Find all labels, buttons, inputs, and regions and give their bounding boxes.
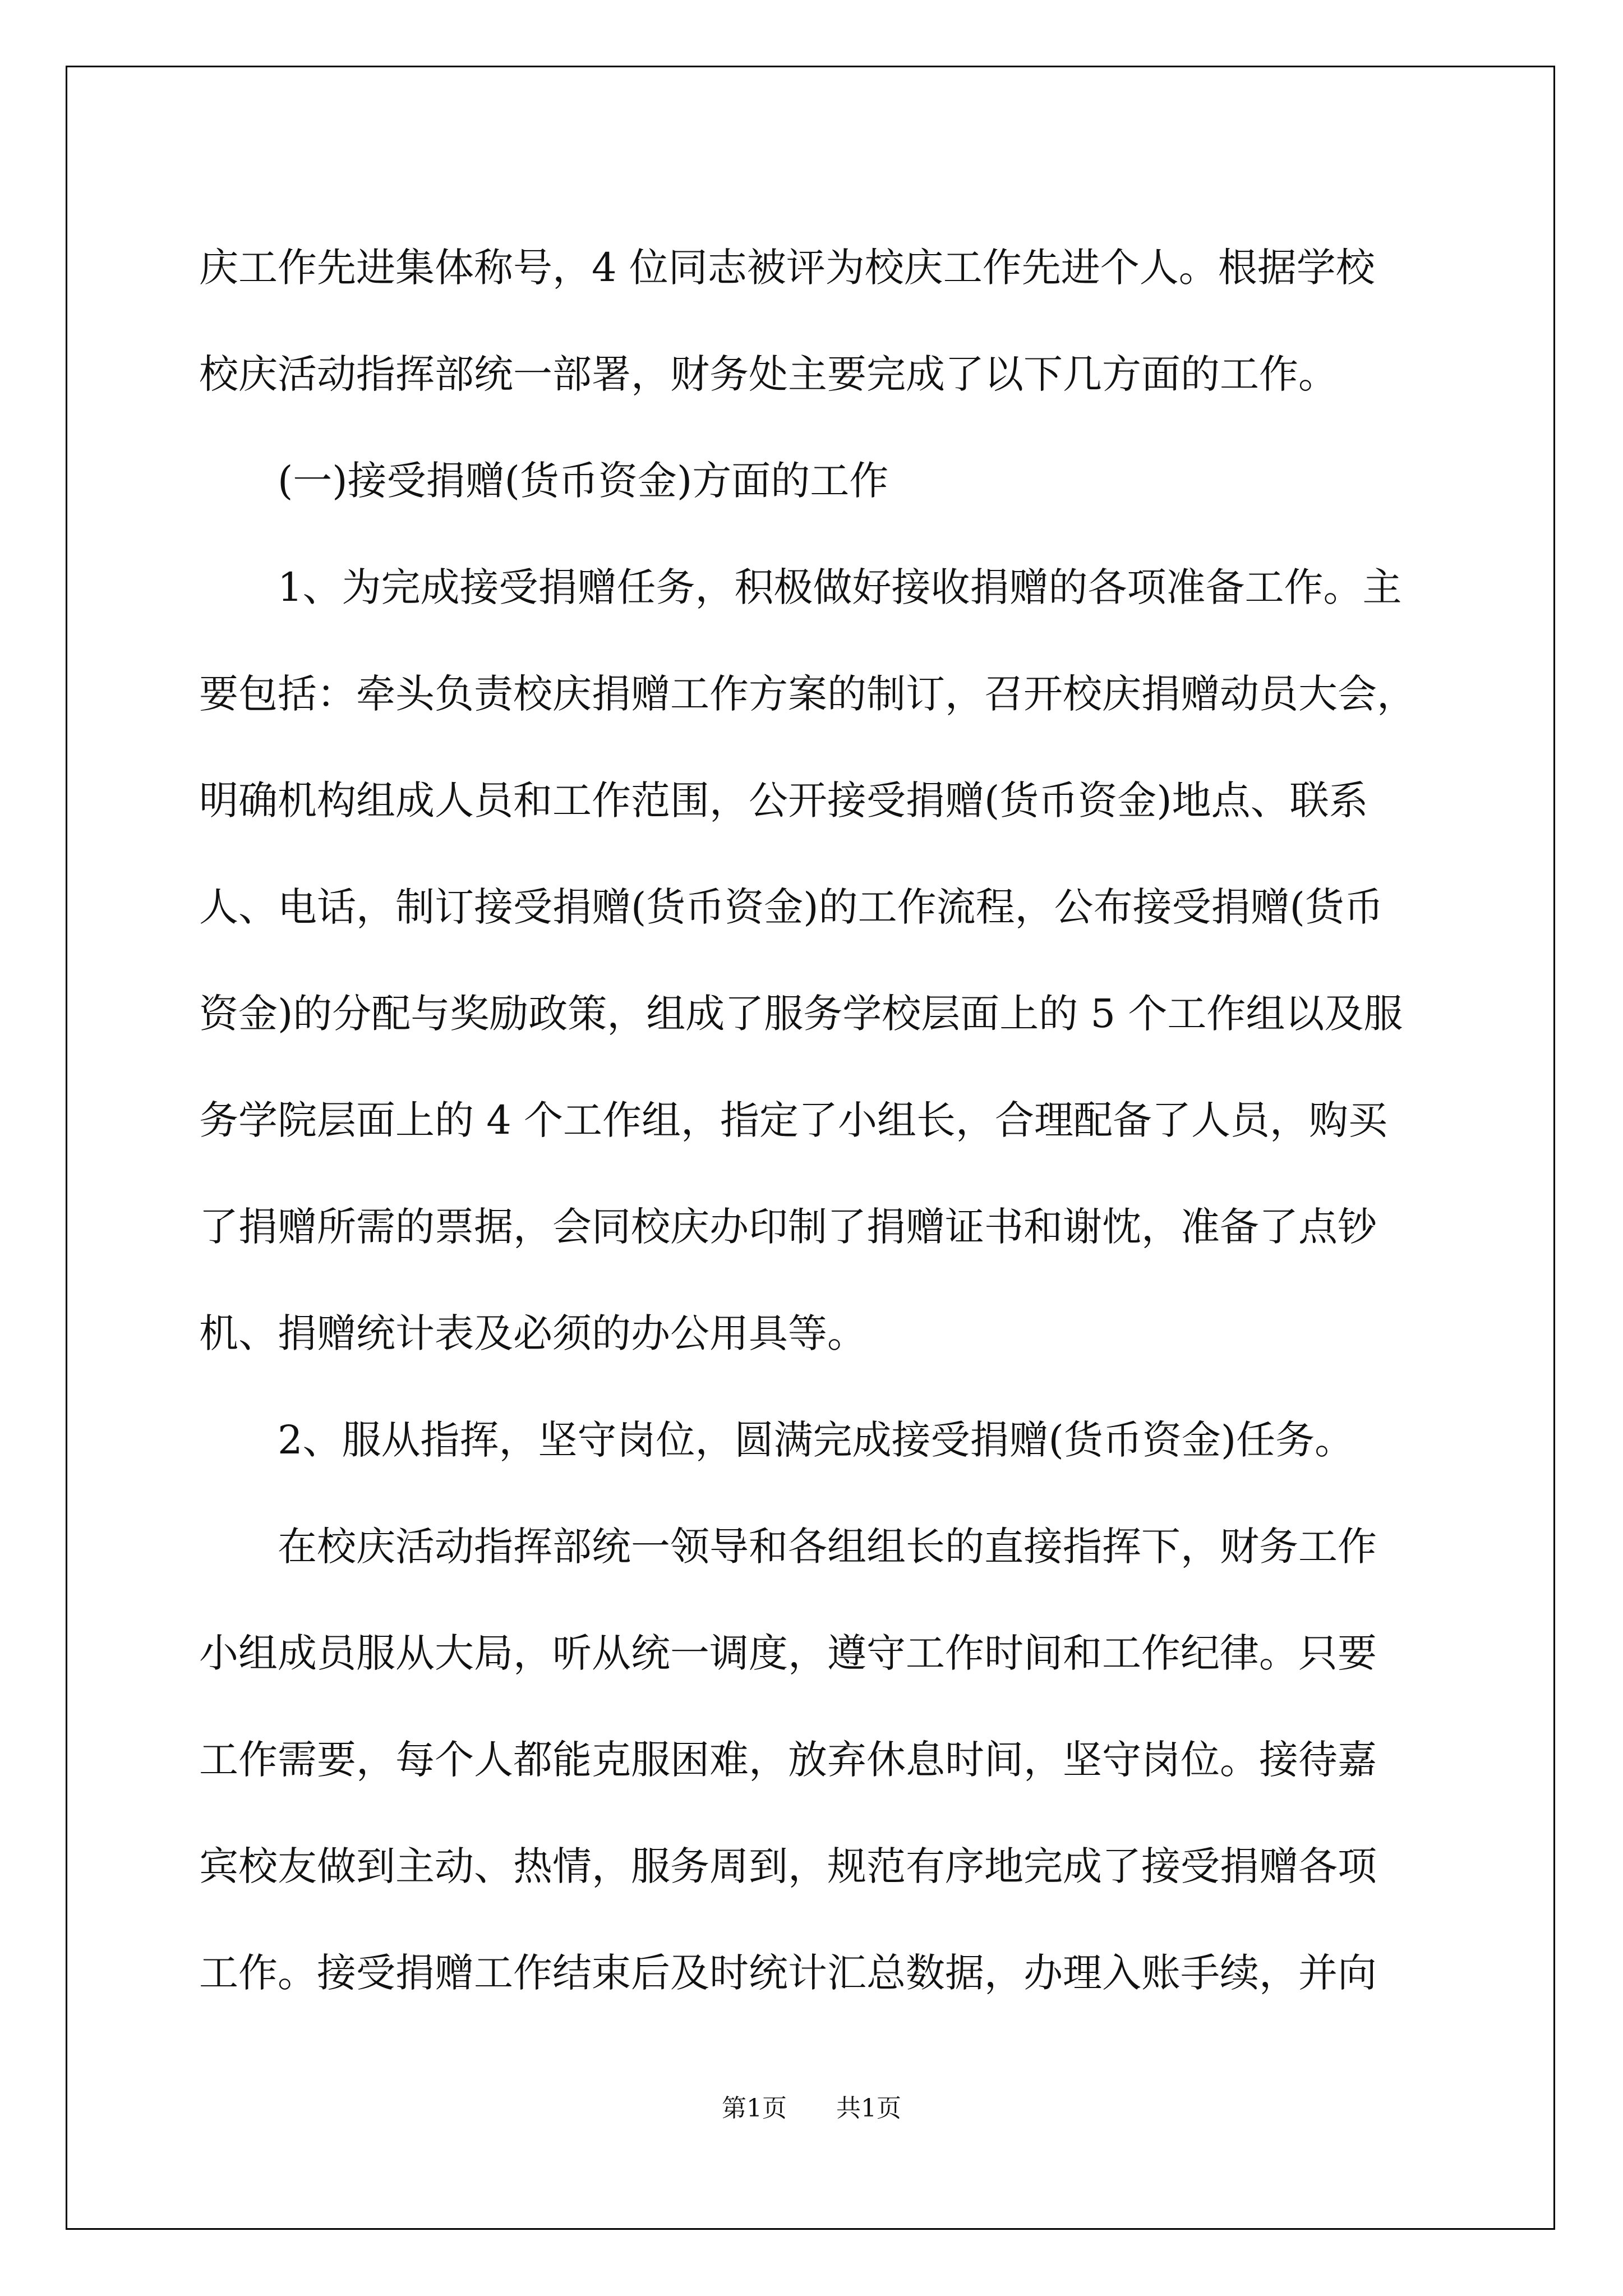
text-line: 1、为完成接受捐赠任务，积极做好接收捐赠的各项准备工作。主 bbox=[278, 564, 1402, 610]
text-line: 工作需要，每个人都能克服困难，放弃休息时间，坚守岗位。接待嘉 bbox=[199, 1737, 1377, 1783]
page-footer bbox=[0, 2088, 1623, 2124]
text-line: 务学院层面上的 4 个工作组，指定了小组长，合理配备了人员，购买 bbox=[199, 1097, 1388, 1143]
text-line: 小组成员服从大局，听从统一调度，遵守工作时间和工作纪律。只要 bbox=[199, 1630, 1377, 1676]
text-line: 工作。接受捐赠工作结束后及时统计汇总数据，办理入账手续，并向 bbox=[199, 1950, 1377, 1996]
text-line: 了捐赠所需的票据，会同校庆办印制了捐赠证书和谢忱，准备了点钞 bbox=[199, 1204, 1377, 1250]
page-total: 共1页 bbox=[836, 2094, 901, 2123]
text-line: 校庆活动指挥部统一部署，财务处主要完成了以下几方面的工作。 bbox=[199, 351, 1338, 397]
text-line: 庆工作先进集体称号，4 位同志被评为校庆工作先进个人。根据学校 bbox=[199, 245, 1375, 291]
text-line: 机、捐赠统计表及必须的办公用具等。 bbox=[199, 1310, 866, 1356]
text-line: 宾校友做到主动、热情，服务周到，规范有序地完成了接受捐赠各项 bbox=[199, 1843, 1377, 1889]
section-heading: (一)接受捐赠(货币资金)方面的工作 bbox=[278, 458, 889, 504]
text-line: 要包括：牵头负责校庆捐赠工作方案的制订，召开校庆捐赠动员大会， bbox=[199, 671, 1416, 717]
text-line: 人、电话，制订接受捐赠(货币资金)的工作流程，公布接受捐赠(货币 bbox=[199, 884, 1384, 930]
text-line: 2、服从指挥，坚守岗位，圆满完成接受捐赠(货币资金)任务。 bbox=[278, 1417, 1354, 1463]
page-number: 第1页 bbox=[722, 2094, 787, 2123]
text-line: 在校庆活动指挥部统一领导和各组组长的直接指挥下，财务工作 bbox=[278, 1524, 1377, 1570]
text-line: 明确机构组成人员和工作范围，公开接受捐赠(货币资金)地点、联系 bbox=[199, 777, 1368, 823]
document-body bbox=[199, 214, 1427, 2026]
text-line: 资金)的分配与奖励政策，组成了服务学校层面上的 5 个工作组以及服 bbox=[199, 991, 1403, 1037]
